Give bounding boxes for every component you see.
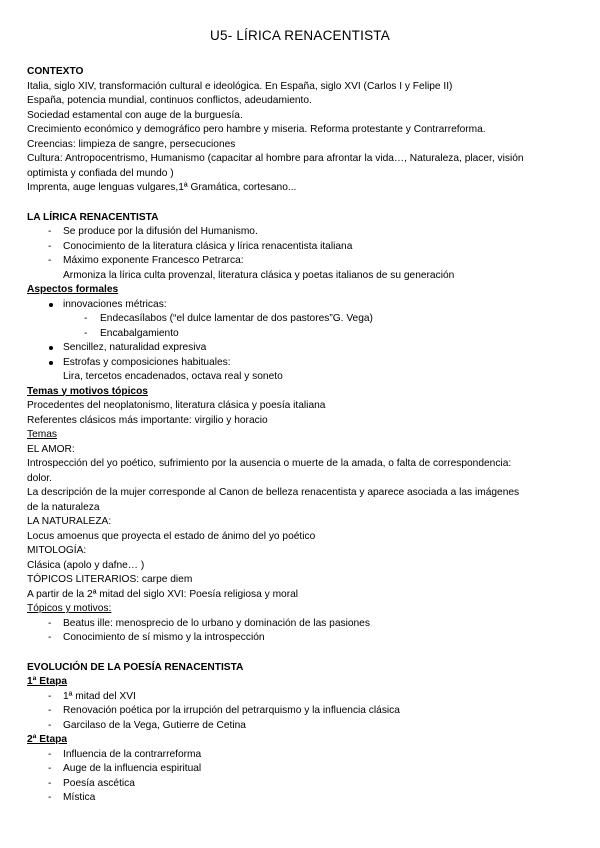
contexto-line: optimista y confiada del mundo ) — [27, 167, 174, 179]
text-line: Locus amoenus que proyecta el estado de ánimo del yo poético — [27, 530, 316, 542]
contexto-line: Italia, siglo XIV, transformación cultural e ideológica. En España, siglo XVI (Carlos I y Felipe II) — [27, 80, 453, 92]
text-line: Introspección del yo poético, sufrimiento por la ausencia o muerte de la amada, o falta de correspondencia: — [27, 458, 512, 469]
subheading-temas-motivos: Temas y motivos tópicos — [27, 385, 148, 397]
page-title: U5- LÍRICA RENACENTISTA — [210, 28, 390, 43]
list-item: - Conocimiento de la literatura clásica y lírica renacentista italiana — [27, 240, 587, 255]
list-item: - Auge de la influencia espiritual — [27, 762, 587, 777]
bullet-continuation: Lira, tercetos encadenados, octava real y soneto — [63, 371, 283, 382]
list-item: - Poesía ascética — [27, 777, 587, 792]
list-item: - Beatus ille: menosprecio de lo urbano y dominación de las pasiones — [27, 617, 587, 632]
theme-heading-mitologia: MITOLOGÍA: — [27, 545, 87, 556]
subheading-etapa-2: 2ª Etapa — [27, 734, 68, 745]
text-line: La descripción de la mujer corresponde al Canon de belleza renacentista y aparece asociada a las imágenes — [27, 487, 520, 498]
bullet-item: Sencillez, naturalidad expresiva — [27, 341, 587, 356]
text-line: dolor. — [27, 472, 52, 484]
spacer — [27, 646, 587, 661]
contexto-line: Creencias: limpieza de sangre, persecuciones — [27, 138, 236, 150]
section-heading-lirica: LA LÍRICA RENACENTISTA — [27, 211, 159, 223]
bullet-item: Estrofas y composiciones habituales: — [27, 356, 587, 371]
bullet-item: innovaciones métricas: — [27, 298, 587, 313]
theme-heading-naturaleza: LA NATURALEZA: — [27, 516, 112, 527]
spacer — [27, 196, 587, 211]
list-item: - Garcilaso de la Vega, Gutierre de Cetina — [27, 719, 587, 734]
text-line: Referentes clásicos más importante: virgilio y horacio — [27, 414, 268, 426]
list-item: - Conocimiento de sí mismo y la introspección — [27, 631, 587, 646]
subheading-aspectos-formales: Aspectos formales — [27, 284, 119, 295]
theme-heading-amor: EL AMOR: — [27, 443, 75, 455]
text-line: de la naturaleza — [27, 501, 100, 513]
list-item: - Se produce por la difusión del Humanismo. — [27, 225, 587, 240]
contexto-line: España, potencia mundial, continuos conflictos, adeudamiento. — [27, 95, 312, 106]
list-item: - Influencia de la contrarreforma — [27, 748, 587, 763]
subheading-topicos-motivos: Tópicos y motivos: — [27, 603, 112, 614]
section-heading-contexto: CONTEXTO — [27, 66, 84, 77]
section-heading-evolucion: EVOLUCIÓN DE LA POESÍA RENACENTISTA — [27, 661, 244, 673]
sub-list-item: - Encabalgamiento — [27, 327, 587, 342]
text-line: Procedentes del neoplatonismo, literatura clásica y poesía italiana — [27, 400, 326, 411]
list-item: - Máximo exponente Francesco Petrarca: — [27, 254, 587, 269]
text-line: TÓPICOS LITERARIOS: carpe diem — [27, 574, 193, 585]
list-item: - Mística — [27, 791, 587, 806]
contexto-line: Cultura: Antropocentrismo, Humanismo (capacitar al hombre para afrontar la vida…, Naturaleza, placer, visión — [27, 153, 524, 164]
subheading-temas: Temas — [27, 429, 58, 440]
subheading-etapa-1: 1ª Etapa — [27, 676, 68, 687]
contexto-line: Sociedad estamental con auge de la burguesía. — [27, 109, 243, 121]
sub-list-item: - Endecasílabos (“el dulce lamentar de dos pastores”G. Vega) — [27, 312, 587, 327]
list-item-continuation: Armoniza la lírica culta provenzal, literatura clásica y poetas italianos de su generación — [63, 269, 455, 281]
text-line: A partir de la 2ª mitad del siglo XVI: Poesía religiosa y moral — [27, 588, 299, 600]
document-body — [27, 65, 587, 806]
text-line: Clásica (apolo y dafne… ) — [27, 559, 145, 571]
list-item: - 1ª mitad del XVI — [27, 690, 587, 705]
contexto-line: Crecimiento económico y demográfico pero hambre y miseria. Reforma protestante y Contrarreforma. — [27, 124, 486, 135]
contexto-line: Imprenta, auge lenguas vulgares,1ª Gramática, cortesano... — [27, 182, 297, 193]
list-item: - Renovación poética por la irrupción del petrarquismo y la influencia clásica — [27, 704, 587, 719]
